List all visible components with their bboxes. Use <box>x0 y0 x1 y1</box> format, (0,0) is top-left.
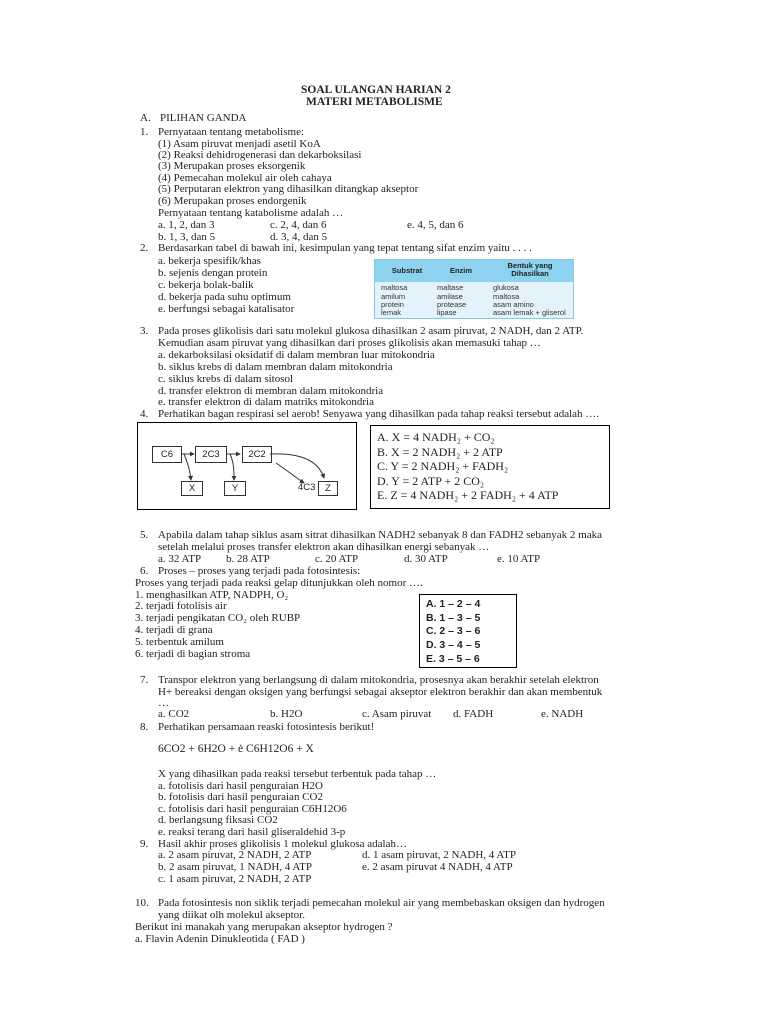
answer-option[interactable]: E. Z = 4 NADH₂ + 2 FADH₂ + 4 ATP <box>377 488 559 502</box>
answer-option[interactable]: d. berlangsung fiksasi CO2 <box>158 814 278 826</box>
c6-node: C6 <box>152 446 182 463</box>
table-cell: maltase <box>437 283 464 292</box>
answer-option[interactable]: b. fotolisis dari hasil penguraian CO2 <box>158 791 323 803</box>
answer-option[interactable]: a. fotolisis dari hasil penguraian H2O <box>158 780 323 792</box>
table-header-cell: Enzim <box>449 266 473 275</box>
question-number: 6. <box>140 565 149 577</box>
question-stem: Transpor elektron yang berlangsung di dalam mitokondria, prosesnya akan berakhir setelah elektron <box>158 674 599 686</box>
answer-option[interactable]: c. Asam piruvat <box>362 708 432 720</box>
answer-option[interactable]: c. fotolisis dari hasil penguraian C6H12O6 <box>158 803 347 815</box>
y-node: Y <box>224 481 246 496</box>
c2-node: 2C2 <box>242 446 272 463</box>
answer-option[interactable]: a. CO2 <box>158 708 190 720</box>
question-stem: yang diikat olh molekul akseptor. <box>158 909 305 921</box>
answer-option[interactable]: d. 30 ATP <box>404 553 448 565</box>
section-title: PILIHAN GANDA <box>160 112 247 124</box>
table-cell: amilum <box>381 292 406 301</box>
question-stem: Pernyataan tentang metabolisme: <box>158 126 305 138</box>
statement: (5) Perputaran elektron yang dihasilkan ditangkap akseptor <box>158 183 419 195</box>
table-cell: maltosa <box>493 292 520 301</box>
answer-option[interactable]: e. NADH <box>541 708 584 720</box>
answer-option[interactable]: a. 2 asam piruvat, 2 NADH, 2 ATP <box>158 849 312 861</box>
statement: (3) Merupakan proses eksorgenik <box>158 160 306 172</box>
question-number: 7. <box>140 674 149 686</box>
question-stem: Perhatikan persamaan reaski fotosintesis berikut! <box>158 721 375 733</box>
section-marker: A. <box>140 112 151 124</box>
answer-option[interactable]: a. dekarboksilasi oksidatif di dalam membran luar mitokondria <box>158 349 435 361</box>
table-cell: protease <box>437 300 467 309</box>
answer-option[interactable]: D. Y = 2 ATP + 2 CO₂ <box>377 474 485 488</box>
document-title: SOAL ULANGAN HARIAN 2 <box>301 84 451 96</box>
statement: 5. terbentuk amilum <box>135 636 224 648</box>
question-number: 2. <box>140 242 149 254</box>
answer-option[interactable]: d. bekerja pada suhu optimum <box>158 291 291 303</box>
statement: 6. terjadi di bagian stroma <box>135 648 251 660</box>
table-cell: glukosa <box>493 283 519 292</box>
answer-option[interactable]: a. 32 ATP <box>158 553 202 565</box>
z-node: Z <box>318 481 338 496</box>
table-header-cell: Substrat <box>391 266 423 275</box>
statement: (6) Merupakan proses endorgenik <box>158 195 307 207</box>
question-number: 1. <box>140 126 149 138</box>
answer-option[interactable]: C. Y = 2 NADH₂ + FADH₂ <box>377 459 509 473</box>
question-stem: Apabila dalam tahap siklus asam sitrat dihasilkan NADH2 sebanyak 8 dan FADH2 sebanyak 2 maka <box>158 529 602 541</box>
answer-option[interactable]: a. Flavin Adenin Dinukleotida ( FAD ) <box>135 933 305 945</box>
question-number: 5. <box>140 529 149 541</box>
statement: 3. terjadi pengikatan CO₂ oleh RUBP <box>135 612 301 624</box>
table-cell: lipase <box>437 308 457 317</box>
table-cell: maltosa <box>381 283 408 292</box>
question-ask: Berikut ini manakah yang merupakan akseptor hydrogen ? <box>135 921 393 933</box>
table-cell: protein <box>381 300 404 309</box>
question-number: 9. <box>140 838 149 850</box>
answer-option[interactable]: B. 1 – 3 – 5 <box>426 612 481 624</box>
question-ask: X yang dihasilkan pada reaksi tersebut terbentuk pada tahap … <box>158 768 437 780</box>
table-cell: amilase <box>437 292 463 301</box>
answer-option[interactable]: E. 3 – 5 – 6 <box>426 653 480 665</box>
answer-option[interactable]: d. 1 asam piruvat, 2 NADH, 4 ATP <box>362 849 516 861</box>
answer-option[interactable]: A. X = 4 NADH₂ + CO₂ <box>377 430 495 444</box>
question-stem: Pada fotosintesis non siklik terjadi pemecahan molekul air yang membebaskan oksigen dan hydrogen <box>158 897 605 909</box>
answer-option[interactable]: e. berfungsi sebagai katalisator <box>158 303 295 315</box>
answer-option[interactable]: c. 20 ATP <box>315 553 359 565</box>
answer-option[interactable]: b. 2 asam piruvat, 1 NADH, 4 ATP <box>158 861 312 873</box>
question-ask: Pernyataan tentang katabolisme adalah … <box>158 207 344 219</box>
statement: 1. menghasilkan ATP, NADPH, O₂ <box>135 589 289 601</box>
enzyme-table <box>374 259 574 319</box>
answer-option[interactable]: c. siklus krebs di dalam sitosol <box>158 373 294 385</box>
document-subtitle: MATERI METABOLISME <box>306 96 443 108</box>
answer-option[interactable]: d. 3, 4, dan 5 <box>270 231 328 243</box>
statement: (1) Asam piruvat menjadi asetil KoA <box>158 138 321 150</box>
statement: 4. terjadi di grana <box>135 624 213 636</box>
reaction-equation: 6CO2 + 6H2O + ė C6H12O6 + X <box>158 743 314 755</box>
question-stem: Perhatikan bagan respirasi sel aerob! Senyawa yang dihasilkan pada tahap reaksi tersebut adalah …. <box>158 408 600 420</box>
table-cell: asam lemak + gliserol <box>493 308 566 317</box>
question-stem: Pada proses glikolisis dari satu molekul glukosa dihasilkan 2 asam piruvat, 2 NADH, dan 2 ATP. <box>158 325 584 337</box>
statement: 2. terjadi fotolisis air <box>135 600 227 612</box>
answer-option[interactable]: e. 10 ATP <box>497 553 541 565</box>
question-number: 8. <box>140 721 149 733</box>
statement: (4) Pemecahan molekul air oleh cahaya <box>158 172 332 184</box>
c3-node: 2C3 <box>195 446 227 463</box>
answer-option[interactable]: c. bekerja bolak-balik <box>158 279 254 291</box>
answer-option[interactable]: a. 1, 2, dan 3 <box>158 219 215 231</box>
answer-option[interactable]: e. 4, 5, dan 6 <box>407 219 464 231</box>
answer-option[interactable]: B. X = 2 NADH₂ + 2 ATP <box>377 445 503 459</box>
x-node: X <box>181 481 203 496</box>
answer-option[interactable]: b. sejenis dengan protein <box>158 267 268 279</box>
answer-option[interactable]: b. siklus krebs di dalam membran dalam mitokondria <box>158 361 393 373</box>
table-header-cell: Bentuk yang Dihasilkan <box>507 261 553 278</box>
answer-option[interactable]: c. 1 asam piruvat, 2 NADH, 2 ATP <box>158 873 312 885</box>
question-stem: Kemudian asam piruvat yang dihasilkan dari proses glikolisis akan memasuki tahap … <box>158 337 541 349</box>
question-number: 10. <box>135 897 149 909</box>
statement: (2) Reaksi dehidrogenerasi dan dekarboksilasi <box>158 149 362 161</box>
question-stem: Berdasarkan tabel di bawah ini, kesimpulan yang tepat tentang sifat enzim yaitu . . . . <box>158 242 532 254</box>
answer-option[interactable]: D. 3 – 4 – 5 <box>426 639 481 651</box>
question-stem: Hasil akhir proses glikolisis 1 molekul glukosa adalah… <box>158 838 407 850</box>
answer-option[interactable]: A. 1 – 2 – 4 <box>426 598 481 610</box>
answer-option[interactable]: b. 1, 3, dan 5 <box>158 231 216 243</box>
table-cell: lemak <box>381 308 402 317</box>
question-ask: Proses yang terjadi pada reaksi gelap ditunjukkan oleh nomor …. <box>135 577 423 589</box>
question-number: 3. <box>140 325 149 337</box>
diagram-arrows <box>138 423 356 509</box>
answer-option[interactable]: c. 2, 4, dan 6 <box>270 219 327 231</box>
answer-option[interactable]: e. 2 asam piruvat 4 NADH, 4 ATP <box>362 861 513 873</box>
table-cell: asam amino <box>493 300 534 309</box>
answer-option[interactable]: d. FADH <box>453 708 494 720</box>
c4-label: 4C3 <box>298 482 316 493</box>
question-stem: H+ bereaksi dengan oksigen yang berfungsi sebagai akseptor elektron berakhir dan akan membentuk <box>158 686 603 698</box>
question-stem: setelah melalui proses transfer elektron akan dihasilkan energi sebanyak … <box>158 541 490 553</box>
question-stem: … <box>158 697 169 709</box>
answer-option[interactable]: e. reaksi terang dari hasil gliseraldehid 3-p <box>158 826 346 838</box>
answer-option[interactable]: b. 28 ATP <box>226 553 270 565</box>
answer-option[interactable]: b. H2O <box>270 708 303 720</box>
answer-option[interactable]: d. transfer elektron di membran dalam mitokondria <box>158 385 384 397</box>
question-stem: Proses – proses yang terjadi pada fotosintesis: <box>158 565 361 577</box>
answer-option[interactable]: C. 2 – 3 – 6 <box>426 625 481 637</box>
question-number: 4. <box>140 408 149 420</box>
answer-option[interactable]: e. transfer elektron di dalam matriks mitokondria <box>158 396 374 408</box>
answer-option[interactable]: a. bekerja spesifik/khas <box>158 255 261 267</box>
respiration-diagram <box>137 422 357 510</box>
